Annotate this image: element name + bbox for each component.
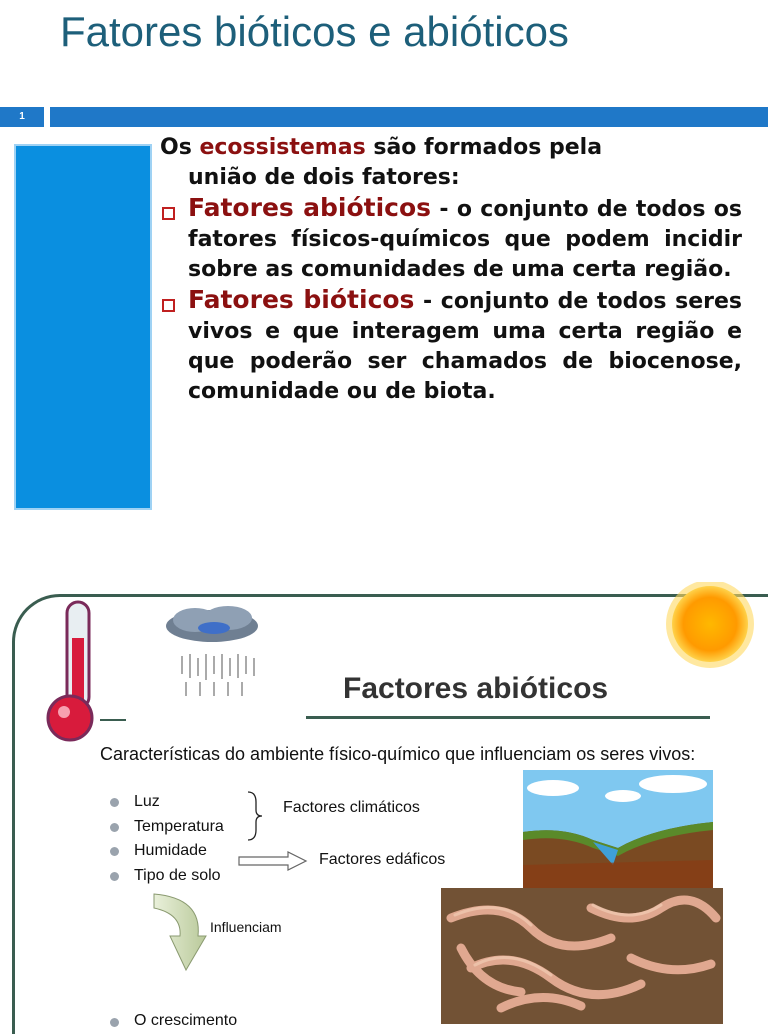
label-edaphic: Factores edáficos (319, 851, 446, 868)
bullet-dot-icon (110, 798, 119, 807)
list-item (110, 866, 224, 891)
list-item-label: O crescimento (134, 1012, 238, 1029)
slide-number: 1 (19, 111, 25, 122)
label-climatic: Factores climáticos (283, 799, 420, 816)
list-item (110, 792, 224, 817)
square-bullet-icon (162, 299, 175, 312)
bullet-dot-icon (110, 872, 119, 881)
list-item-label: Humidade (134, 842, 207, 859)
bullet-sep: - (423, 289, 433, 314)
intro-pre: Os (160, 135, 192, 160)
factor-list (110, 792, 224, 890)
bullet-dot-icon (110, 1018, 119, 1027)
list-item (110, 817, 224, 842)
sun-icon (648, 582, 768, 682)
embedded-description: Características do ambiente físico-químico que influenciam os seres vivos: (100, 744, 696, 764)
embedded-title: Factores abióticos (343, 672, 609, 705)
list-item-label: Tipo de solo (134, 866, 221, 884)
title-rule-left (100, 719, 126, 721)
square-bullet-icon (162, 207, 175, 220)
intro-post: são formados pela (373, 135, 603, 160)
brace-icon (244, 790, 264, 842)
list-item-partial (110, 1012, 237, 1030)
curved-arrow-icon (150, 890, 208, 976)
label-influence: Influenciam (210, 919, 282, 935)
bullet-bioticos (160, 285, 742, 407)
landscape-image (523, 770, 713, 888)
bullet-text: o conjunto de todos os fatores físicos-químicos que podem incidir sobre as comunidades de uma certa região. (188, 197, 742, 282)
decorative-blue-box (14, 144, 152, 510)
main-text (160, 133, 742, 407)
intro-paragraph (160, 133, 742, 193)
thermometer-icon (42, 598, 104, 748)
list-item-label: Temperatura (134, 817, 224, 835)
bullet-sep: - (439, 197, 449, 222)
bullet-abioticos (160, 193, 742, 285)
list-item-label: Luz (134, 793, 160, 810)
slide-title: Fatores bióticos e abióticos (60, 8, 569, 55)
worms-image (441, 888, 723, 1024)
bullet-term: Fatores bióticos (188, 285, 415, 314)
header-bar-right (50, 107, 768, 127)
intro-highlight: ecossistemas (199, 135, 366, 160)
bullet-term: Fatores abióticos (188, 193, 432, 222)
title-rule-right (306, 716, 710, 719)
bullet-dot-icon (110, 847, 119, 856)
bullet-text: conjunto de todos seres vivos e que interagem uma certa região e que poderão ser chamados de biocenose, comunidade ou de biota. (188, 289, 742, 404)
intro-continuation: união de dois fatores: (188, 165, 460, 190)
list-item (110, 841, 224, 866)
arrow-right-icon (238, 850, 308, 872)
bullet-dot-icon (110, 823, 119, 832)
rain-cloud-icon (160, 604, 270, 699)
